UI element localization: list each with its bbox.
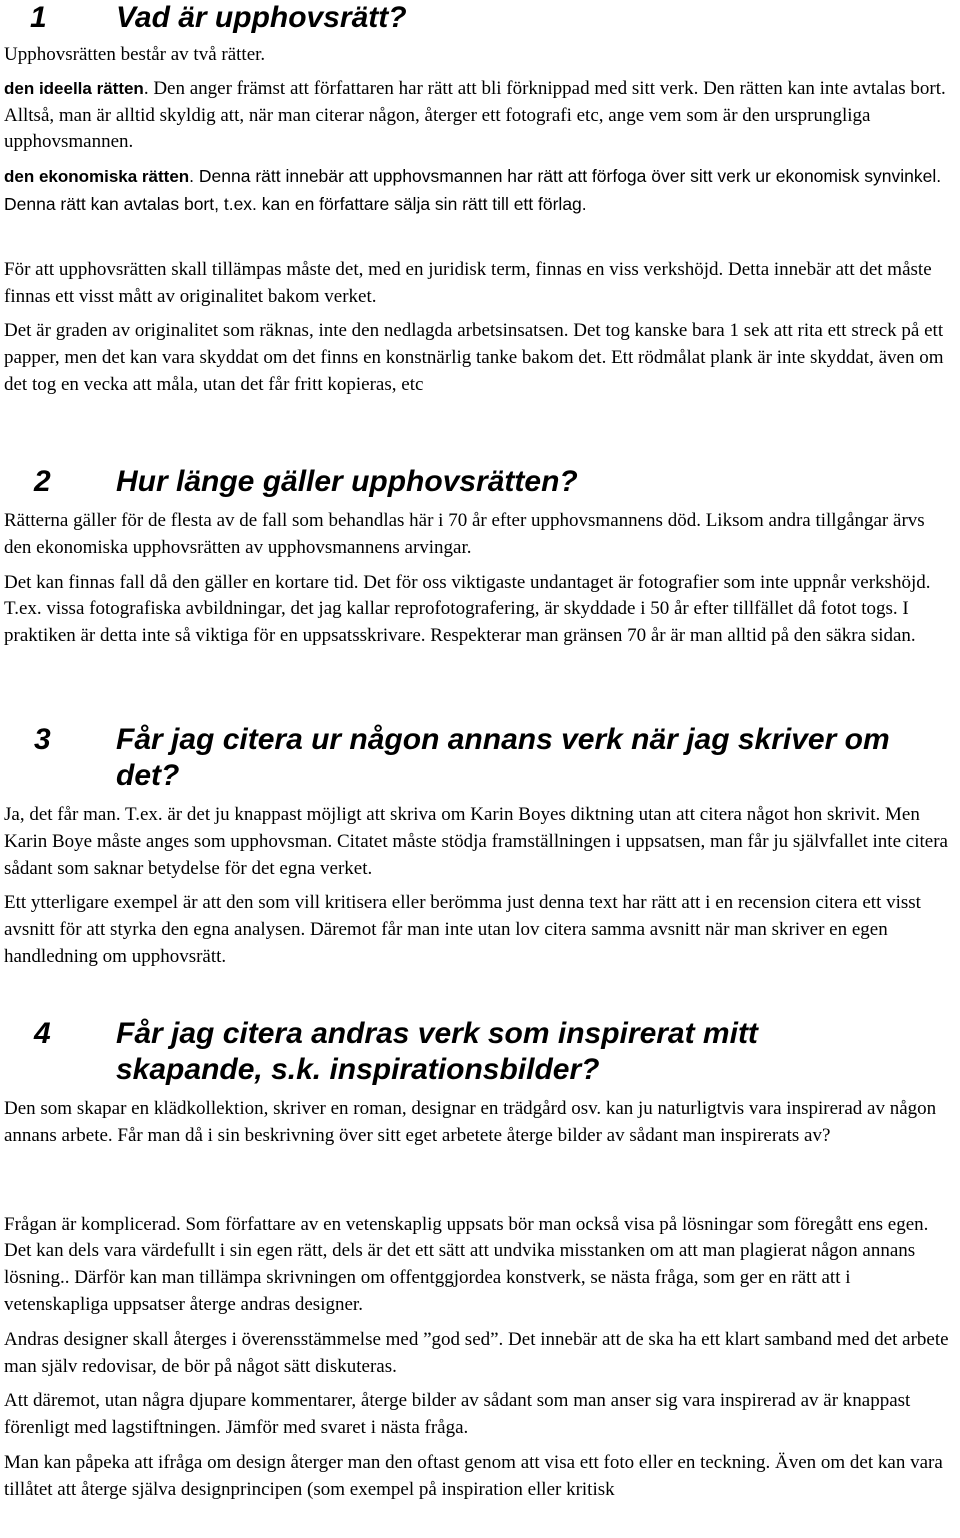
term-economic: den ekonomiska rätten xyxy=(4,167,190,187)
section-number: 2 xyxy=(34,465,51,498)
paragraph: Frågan är komplicerad. Som författare av en vetenskaplig uppsats bör man också visa på lösningar som föregått ens egen. Det kan dels vara värdefullt i sin egen rätt, dels är det ett sätt att undvika misstanken om att man plagierat någon annans lösning.. Därför kan man tillämpa skrivningen om offentggjordea konstverk, se nästa fråga, som ger en rätt att i vetenskapliga uppsatser återge andras designer. xyxy=(4,1213,929,1315)
section-title-line-1: Får jag citera ur någon annans verk när jag skriver om xyxy=(116,723,890,756)
section-heading xyxy=(4,464,956,500)
paragraph: Det är graden av originalitet som räknas, inte den nedlagda arbetsinsatsen. Det tog kanske bara 1 sek att rita ett streck på ett papper, men det kan vara skyddat om det finns en konstnärlig tanke bakom det. Ett rödmålat plank är inte skyddat, även om det tog en vecka att måla, utan det får fritt kopieras, etc xyxy=(4,320,944,395)
section-3 xyxy=(4,722,956,971)
section-heading xyxy=(4,722,956,794)
section-title: Hur länge gäller upphovsrätten? xyxy=(116,465,578,498)
section-title-line-2: skapande, s.k. inspirationsbilder? xyxy=(116,1053,600,1086)
term-ideal: den ideella rätten xyxy=(4,78,144,98)
section-number: 3 xyxy=(34,723,51,756)
paragraph: Den som skapar en klädkollektion, skriver en roman, designar en trädgård osv. kan ju naturligtvis vara inspirerad av någon annans arbete. Får man då i sin beskrivning över sitt eget arbetete återge bilder av sådant man inspirerats av? xyxy=(4,1098,937,1146)
section-1 xyxy=(4,0,956,399)
paragraph: Rätterna gäller för de flesta av de fall som behandlas här i 70 år efter upphovsmannens död. Liksom andra tillgångar ärvs den ekonomiska upphovsrätten av upphovsmannens arvingar. xyxy=(4,510,925,558)
section-title: Vad är upphovsrätt? xyxy=(116,1,407,34)
section-4 xyxy=(4,1016,956,1504)
paragraph: Att däremot, utan några djupare kommentarer, återge bilder av sådant som man anser sig vara inspirerad av är knappast förenligt med lagstiftningen. Jämför med svaret i nästa fråga. xyxy=(4,1390,911,1439)
section-number: 1 xyxy=(30,1,47,34)
term-ideal-text: . Den anger främst att författaren har rätt att bli förknippad med sitt verk. Den rätten kan inte avtalas bort. Alltså, man är alltid skyldig att, när man citerar någon, återger ett fotografi etc, ange vem som är den ursprungliga upphovsmannen. xyxy=(4,77,946,153)
section-title-line-2: det? xyxy=(116,759,180,792)
section-heading xyxy=(4,1016,956,1088)
paragraph xyxy=(4,163,956,219)
section-heading xyxy=(4,0,956,36)
section-2 xyxy=(4,464,956,650)
paragraph: Det kan finnas fall då den gäller en kortare tid. Det för oss viktigaste undantaget är fotografier som inte uppnår verkshöjd. T.ex. vissa fotografiska avbildningar, det jag kallar reprofotografering, är skyddade i 50 år efter tillfället då fotot togs. I praktiken är detta inte så viktiga för en uppsatsskrivare. Respekterar man gränsen 70 år är man alltid på den säkra sidan. xyxy=(4,571,931,647)
paragraph: Man kan påpeka att ifråga om design återger man den oftast genom att visa ett foto eller en teckning. Även om det kan vara tillåtet att återge själva designprincipen (som exempel på inspiration eller kritisk xyxy=(4,1451,943,1500)
paragraph xyxy=(4,76,956,156)
term-economic-text: . Denna rätt innebär att upphovsmannen har rätt att förfoga över sitt verk ur ekonomisk synvinkel. Denna rätt kan avtalas bort, t.ex. kan en författare sälja sin rätt till ett förlag. xyxy=(4,166,942,214)
paragraph: Ett ytterligare exempel är att den som vill kritisera eller berömma just denna text har rätt att i en recension citera ett visst avsnitt för att styrka den egna analysen. Däremot får man inte utan lov citera samma avsnitt när man skriver en egen handledning om upphovsrätt. xyxy=(4,892,921,967)
paragraph: Upphovsrätten består av två rätter. xyxy=(4,44,266,65)
section-number: 4 xyxy=(34,1017,51,1050)
paragraph: Andras designer skall återges i överensstämmelse med ”god sed”. Det innebär att de ska ha ett klart samband med det arbete man själv redovisar, de bör på något sätt diskuteras. xyxy=(4,1328,949,1377)
section-title-line-1: Får jag citera andras verk som inspirerat mitt xyxy=(116,1017,758,1050)
paragraph: För att upphovsrätten skall tillämpas måste det, med en juridisk term, finnas en viss verkshöjd. Detta innebär att det måste finnas ett visst mått av originalitet bakom verket. xyxy=(4,258,932,307)
paragraph: Ja, det får man. T.ex. är det ju knappast möjligt att skriva om Karin Boyes diktning utan att citera något hon skrivit. Men Karin Boye måste anges som upphovsman. Citatet måste stödja framställningen i uppsatsen, man får ju självfallet inte citera sådant som saknar betydelse för det egna verket. xyxy=(4,804,948,879)
